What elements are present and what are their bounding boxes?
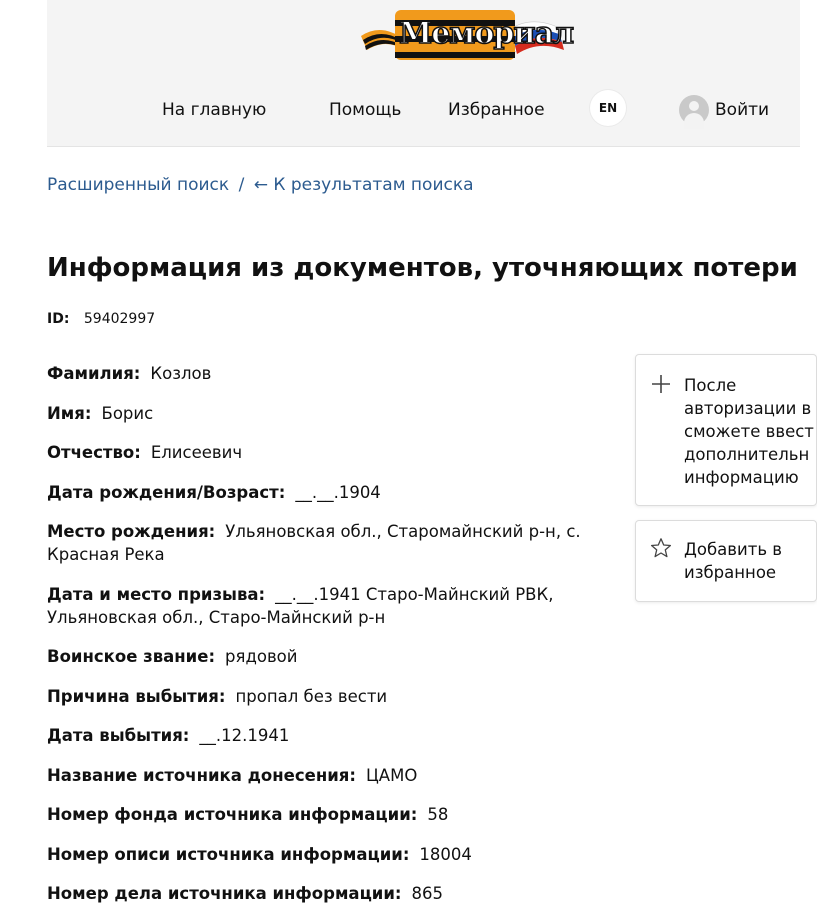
field-value: 18004 (419, 844, 472, 864)
nav-help[interactable]: Помощь (329, 100, 402, 120)
field-label: Название источника донесения: (47, 765, 356, 785)
auth-note-line: дополнительн (684, 445, 810, 464)
field-loss-reason (47, 685, 637, 708)
field-value: Ульяновская обл., Старомайнский р-н, с. Красная Река (47, 522, 581, 564)
field-birth-place (47, 520, 637, 566)
field-label: Номер описи источника информации: (47, 844, 410, 864)
field-label: Имя: (47, 403, 92, 423)
login-label: Войти (715, 100, 770, 120)
field-conscription (47, 583, 637, 629)
logo-text: Мемориал (399, 16, 574, 51)
language-toggle-button[interactable]: EN (590, 90, 626, 126)
favorites-line: Добавить в (684, 540, 783, 559)
field-label: Фамилия: (47, 364, 141, 383)
field-label: Дата рождения/Возраст: (47, 482, 286, 502)
record-id (47, 309, 155, 329)
add-to-favorites-button[interactable] (635, 520, 817, 602)
nav-favorites[interactable]: Избранное (448, 100, 545, 120)
field-fund-number (47, 803, 637, 826)
auth-note-text (684, 374, 814, 489)
auth-note-card (635, 354, 817, 506)
favorites-line: избранное (684, 563, 777, 582)
site-header (47, 0, 800, 147)
breadcrumb-separator: / (238, 175, 245, 195)
field-label: Номер дела источника информации: (47, 884, 402, 903)
field-value: 58 (427, 805, 449, 824)
field-value: Козлов (150, 364, 212, 383)
field-source-name (47, 764, 637, 787)
field-value: рядовой (225, 647, 298, 666)
auth-note-line: авторизации в (684, 399, 812, 418)
field-value: Борис (101, 403, 154, 423)
record-id-label: ID: (47, 311, 70, 327)
field-label: Место рождения: (47, 522, 216, 541)
field-first-name (47, 402, 637, 425)
auth-note-line: сможете ввест (684, 422, 814, 441)
field-value: ЦАМО (366, 765, 418, 785)
field-rank (47, 645, 637, 668)
nav-home[interactable]: На главную (162, 100, 267, 120)
plus-icon (650, 373, 672, 395)
breadcrumb (47, 173, 474, 197)
field-inventory-number (47, 843, 637, 866)
record-id-value: 59402997 (83, 311, 156, 327)
add-to-favorites-label (684, 538, 814, 584)
record-fields (47, 362, 637, 922)
page-title: Информация из документов, уточняющих потери (47, 253, 798, 283)
star-icon (650, 537, 672, 559)
field-surname (47, 362, 637, 385)
login-button[interactable] (679, 95, 769, 125)
field-label: Дата выбытия: (47, 726, 190, 745)
memorial-logo[interactable] (359, 6, 574, 70)
breadcrumb-back-to-results-link[interactable]: ← К результатам поиска (253, 175, 474, 195)
field-value: __.__.1904 (295, 482, 381, 502)
auth-note-line: После (684, 376, 737, 395)
field-file-number (47, 882, 637, 905)
field-label: Отчество: (47, 443, 141, 462)
field-birth-date (47, 481, 637, 504)
field-value: Елисеевич (150, 443, 243, 462)
user-avatar-icon (679, 95, 709, 125)
field-patronymic (47, 441, 637, 464)
field-label: Номер фонда источника информации: (47, 805, 418, 824)
field-label: Дата и место призыва: (47, 584, 266, 604)
field-value: 865 (411, 884, 444, 903)
field-loss-date (47, 724, 637, 747)
field-value: __.__.1941 Старо-Майнский РВК, Ульяновская обл., Старо-Майнский р-н (47, 584, 554, 627)
auth-note-line: информацию (684, 468, 799, 487)
field-value: __.12.1941 (199, 726, 290, 745)
field-label: Воинское звание: (47, 647, 216, 666)
field-value: пропал без вести (235, 686, 388, 706)
field-label: Причина выбытия: (47, 686, 226, 706)
breadcrumb-advanced-search-link[interactable]: Расширенный поиск (47, 175, 230, 195)
